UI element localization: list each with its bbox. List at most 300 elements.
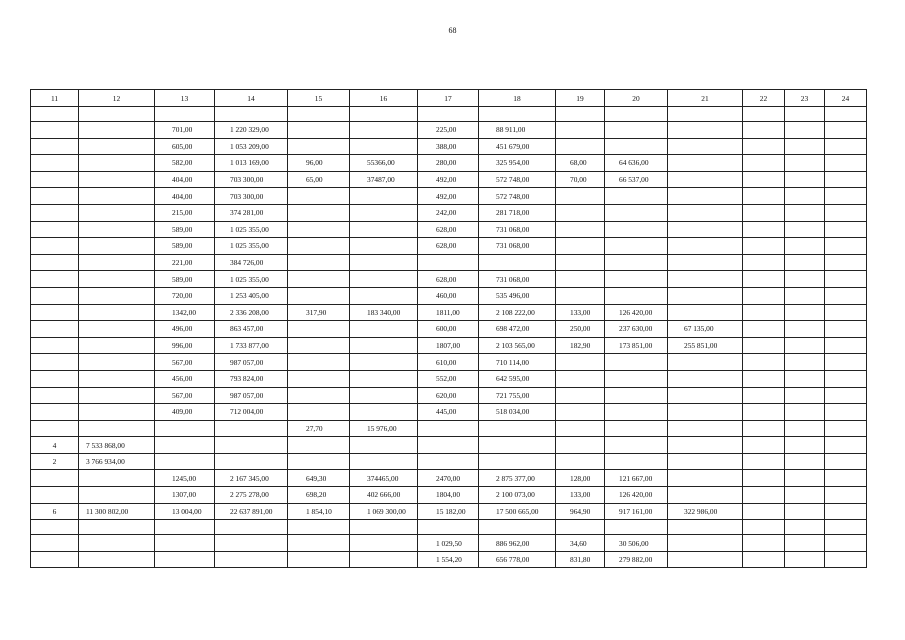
table-cell (668, 487, 743, 504)
table-cell (418, 254, 479, 271)
spacer-cell (31, 107, 79, 122)
table-cell (31, 271, 79, 288)
table-cell: 183 340,00 (350, 304, 418, 321)
table-cell (418, 420, 479, 437)
table-cell (556, 287, 605, 304)
table-cell (31, 404, 79, 421)
table-cell (668, 271, 743, 288)
table-row (31, 238, 867, 255)
spacer-cell (556, 107, 605, 122)
table-cell (79, 321, 155, 338)
table-row (31, 304, 867, 321)
table-cell: 1 069 300,00 (350, 503, 418, 520)
table-cell: 325 954,00 (479, 155, 556, 172)
table-cell (31, 238, 79, 255)
table-cell (825, 204, 867, 221)
table-cell (743, 204, 785, 221)
table-cell (350, 254, 418, 271)
table-row (31, 337, 867, 354)
table-cell (79, 337, 155, 354)
table-cell: 2 100 073,00 (479, 487, 556, 504)
table-cell: 2 103 565,00 (479, 337, 556, 354)
table-cell: 404,00 (155, 188, 215, 205)
spacer-cell (825, 520, 867, 535)
table-cell: 492,00 (418, 188, 479, 205)
table-cell: 4 (31, 437, 79, 454)
table-cell (288, 551, 350, 568)
table-cell (350, 188, 418, 205)
table-cell (556, 387, 605, 404)
table-row (31, 287, 867, 304)
table-cell (668, 122, 743, 139)
table-cell (556, 188, 605, 205)
spacer-cell (350, 107, 418, 122)
table-cell (668, 254, 743, 271)
table-cell (605, 271, 668, 288)
table-cell (288, 204, 350, 221)
table-cell: 11 300 802,00 (79, 503, 155, 520)
table-cell: 793 824,00 (215, 370, 288, 387)
table-cell (743, 470, 785, 487)
table-row (31, 138, 867, 155)
table-cell (79, 404, 155, 421)
table-cell (350, 271, 418, 288)
table-cell: 2 108 222,00 (479, 304, 556, 321)
table-cell (79, 238, 155, 255)
table-row (31, 254, 867, 271)
table-cell: 582,00 (155, 155, 215, 172)
table-row (31, 271, 867, 288)
table-cell: 451 679,00 (479, 138, 556, 155)
spacer-row (31, 520, 867, 535)
table-cell: 133,00 (556, 487, 605, 504)
table-cell (605, 354, 668, 371)
table-cell (785, 238, 825, 255)
table-cell (785, 221, 825, 238)
table-row (31, 470, 867, 487)
table-cell (785, 321, 825, 338)
table-cell (556, 271, 605, 288)
table-cell: 34,60 (556, 535, 605, 552)
column-header: 20 (605, 90, 668, 107)
table-cell: 68,00 (556, 155, 605, 172)
table-cell (785, 155, 825, 172)
table-cell (668, 370, 743, 387)
table-cell (155, 420, 215, 437)
table-row (31, 321, 867, 338)
table-cell (668, 470, 743, 487)
table-cell: 404,00 (155, 171, 215, 188)
table-cell: 610,00 (418, 354, 479, 371)
table-cell (668, 354, 743, 371)
table-cell (785, 271, 825, 288)
table-cell: 642 595,00 (479, 370, 556, 387)
spacer-cell (743, 107, 785, 122)
table-cell (288, 354, 350, 371)
table-cell (605, 453, 668, 470)
table-cell: 712 004,00 (215, 404, 288, 421)
table-row (31, 155, 867, 172)
table-cell: 1 253 405,00 (215, 287, 288, 304)
spacer-cell (155, 107, 215, 122)
table-cell: 2 875 377,00 (479, 470, 556, 487)
table-cell: 384 726,00 (215, 254, 288, 271)
table-cell (668, 204, 743, 221)
table-cell (825, 370, 867, 387)
table-cell (825, 321, 867, 338)
table-cell (79, 122, 155, 139)
table-cell (785, 188, 825, 205)
table-cell (350, 238, 418, 255)
table-cell (79, 387, 155, 404)
table-cell (825, 155, 867, 172)
table-cell: 55366,00 (350, 155, 418, 172)
table-row (31, 420, 867, 437)
table-cell (350, 370, 418, 387)
table-cell: 649,30 (288, 470, 350, 487)
table-cell (825, 287, 867, 304)
table-cell (743, 321, 785, 338)
table-cell (556, 204, 605, 221)
table-cell (31, 254, 79, 271)
table-cell (350, 404, 418, 421)
table-cell (79, 487, 155, 504)
table-cell (288, 453, 350, 470)
table-cell (743, 551, 785, 568)
table-cell: 64 636,00 (605, 155, 668, 172)
table-cell (825, 404, 867, 421)
table-cell (350, 204, 418, 221)
table-cell: 703 300,00 (215, 171, 288, 188)
table-cell (668, 453, 743, 470)
table-cell (785, 354, 825, 371)
table-cell (288, 404, 350, 421)
table-cell (668, 221, 743, 238)
table-cell (785, 487, 825, 504)
spacer-cell (350, 520, 418, 535)
table-cell (743, 138, 785, 155)
table-cell (350, 122, 418, 139)
table-cell (479, 254, 556, 271)
table-cell (288, 370, 350, 387)
table-cell (825, 254, 867, 271)
table-cell (825, 238, 867, 255)
table-cell (668, 171, 743, 188)
table-cell (31, 321, 79, 338)
table-cell (288, 254, 350, 271)
table-cell: 7 533 868,00 (79, 437, 155, 454)
table-cell (605, 238, 668, 255)
table-cell (825, 503, 867, 520)
table-cell: 65,00 (288, 171, 350, 188)
table-cell: 6 (31, 503, 79, 520)
table-cell (31, 155, 79, 172)
spacer-cell (479, 520, 556, 535)
table-cell: 1 854,10 (288, 503, 350, 520)
table-row (31, 171, 867, 188)
table-cell (288, 122, 350, 139)
table-cell (479, 437, 556, 454)
table-cell (605, 387, 668, 404)
table-cell (31, 122, 79, 139)
column-header: 24 (825, 90, 867, 107)
table-cell: 731 068,00 (479, 271, 556, 288)
column-header: 22 (743, 90, 785, 107)
table-cell (668, 437, 743, 454)
table-cell: 917 161,00 (605, 503, 668, 520)
table-cell (668, 287, 743, 304)
table-cell: 2 275 278,00 (215, 487, 288, 504)
table-cell: 2 (31, 453, 79, 470)
table-cell (350, 337, 418, 354)
table-cell (350, 551, 418, 568)
table-cell (668, 238, 743, 255)
table-cell (556, 138, 605, 155)
table-cell (79, 470, 155, 487)
table-cell (350, 287, 418, 304)
table-cell: 121 667,00 (605, 470, 668, 487)
table-cell (79, 204, 155, 221)
table-cell (350, 138, 418, 155)
table-cell: 126 420,00 (605, 304, 668, 321)
table-cell: 567,00 (155, 354, 215, 371)
table-cell (825, 487, 867, 504)
table-cell: 30 506,00 (605, 535, 668, 552)
table-cell (418, 437, 479, 454)
table-cell (605, 420, 668, 437)
table-cell: 572 748,00 (479, 188, 556, 205)
table-cell: 1245,00 (155, 470, 215, 487)
table-cell: 720,00 (155, 287, 215, 304)
spacer-cell (215, 107, 288, 122)
table-cell (556, 404, 605, 421)
table-row (31, 503, 867, 520)
table-cell: 831,80 (556, 551, 605, 568)
spacer-cell (743, 520, 785, 535)
table-cell (31, 370, 79, 387)
table-cell: 15 182,00 (418, 503, 479, 520)
spacer-cell (605, 107, 668, 122)
table-cell (668, 155, 743, 172)
table-cell: 535 496,00 (479, 287, 556, 304)
table-cell (31, 354, 79, 371)
table-cell (556, 122, 605, 139)
table-cell (743, 535, 785, 552)
table-cell (743, 304, 785, 321)
table-cell: 605,00 (155, 138, 215, 155)
table-cell (31, 287, 79, 304)
table-cell (668, 138, 743, 155)
table-cell (288, 238, 350, 255)
table-cell (825, 171, 867, 188)
table-cell (743, 287, 785, 304)
table-cell (79, 221, 155, 238)
table-row (31, 221, 867, 238)
table-cell (668, 387, 743, 404)
table-cell (31, 337, 79, 354)
table-cell (785, 420, 825, 437)
table-cell: 1 013 169,00 (215, 155, 288, 172)
table-cell: 518 034,00 (479, 404, 556, 421)
table-cell: 279 882,00 (605, 551, 668, 568)
table-cell (785, 254, 825, 271)
table-cell: 22 637 891,00 (215, 503, 288, 520)
table-cell (155, 551, 215, 568)
table-cell (743, 254, 785, 271)
table-cell: 589,00 (155, 238, 215, 255)
table-cell: 1 025 355,00 (215, 238, 288, 255)
table-cell (825, 387, 867, 404)
table-cell (479, 420, 556, 437)
table-cell (825, 535, 867, 552)
table-cell: 620,00 (418, 387, 479, 404)
table-cell: 987 057,00 (215, 354, 288, 371)
table-cell: 589,00 (155, 221, 215, 238)
table-cell (418, 453, 479, 470)
table-cell (215, 453, 288, 470)
table-cell (31, 204, 79, 221)
table-cell: 281 718,00 (479, 204, 556, 221)
table-cell (288, 321, 350, 338)
table-row (31, 404, 867, 421)
table-cell (605, 122, 668, 139)
table-cell (31, 221, 79, 238)
table-cell (215, 420, 288, 437)
table-cell (785, 503, 825, 520)
table-cell (79, 370, 155, 387)
table-cell (350, 354, 418, 371)
spacer-cell (79, 107, 155, 122)
table-cell: 13 004,00 (155, 503, 215, 520)
table-cell (785, 204, 825, 221)
table-cell: 1811,00 (418, 304, 479, 321)
spacer-cell (79, 520, 155, 535)
table-cell: 987 057,00 (215, 387, 288, 404)
table-cell (31, 420, 79, 437)
table-cell: 322 986,00 (668, 503, 743, 520)
table-cell: 886 962,00 (479, 535, 556, 552)
table-cell: 628,00 (418, 271, 479, 288)
table-cell: 567,00 (155, 387, 215, 404)
table-cell: 3 766 934,00 (79, 453, 155, 470)
table-cell: 374 281,00 (215, 204, 288, 221)
table-cell: 492,00 (418, 171, 479, 188)
table-cell (785, 470, 825, 487)
table-cell (79, 535, 155, 552)
table-cell: 656 778,00 (479, 551, 556, 568)
table-cell (785, 551, 825, 568)
table-cell (556, 453, 605, 470)
table-cell (743, 453, 785, 470)
table-row (31, 487, 867, 504)
table-cell (605, 437, 668, 454)
table-cell (668, 551, 743, 568)
table-cell (825, 551, 867, 568)
table-cell (605, 370, 668, 387)
column-header: 11 (31, 90, 79, 107)
table-cell: 70,00 (556, 171, 605, 188)
table-cell: 552,00 (418, 370, 479, 387)
table-cell: 173 851,00 (605, 337, 668, 354)
table-cell (825, 304, 867, 321)
table-cell: 67 135,00 (668, 321, 743, 338)
table-cell (556, 254, 605, 271)
table-row (31, 122, 867, 139)
table-cell: 215,00 (155, 204, 215, 221)
table-cell (825, 420, 867, 437)
table-cell: 698,20 (288, 487, 350, 504)
column-header: 17 (418, 90, 479, 107)
table-cell (79, 420, 155, 437)
table-cell (79, 254, 155, 271)
table-cell (743, 337, 785, 354)
table-cell: 237 630,00 (605, 321, 668, 338)
column-header: 15 (288, 90, 350, 107)
table-cell (556, 221, 605, 238)
table-cell: 242,00 (418, 204, 479, 221)
table-row (31, 387, 867, 404)
table-cell (743, 503, 785, 520)
table-cell (605, 204, 668, 221)
table-cell (785, 122, 825, 139)
table-cell: 572 748,00 (479, 171, 556, 188)
spacer-cell (479, 107, 556, 122)
table-cell (79, 304, 155, 321)
table-cell: 701,00 (155, 122, 215, 139)
table-cell (605, 221, 668, 238)
column-header: 14 (215, 90, 288, 107)
table-cell (31, 487, 79, 504)
table-cell: 1 053 209,00 (215, 138, 288, 155)
table-cell (79, 138, 155, 155)
table-cell (825, 337, 867, 354)
table-cell (668, 420, 743, 437)
table-cell (155, 535, 215, 552)
table-cell (215, 535, 288, 552)
table-cell: 698 472,00 (479, 321, 556, 338)
column-header: 23 (785, 90, 825, 107)
table-cell (31, 387, 79, 404)
table-cell: 374465,00 (350, 470, 418, 487)
table-cell (31, 304, 79, 321)
table-cell (743, 221, 785, 238)
table-row (31, 535, 867, 552)
table-cell (825, 138, 867, 155)
table-cell (825, 453, 867, 470)
table-cell: 128,00 (556, 470, 605, 487)
table-cell (743, 487, 785, 504)
table-cell (605, 138, 668, 155)
table-cell (31, 138, 79, 155)
table-cell (605, 287, 668, 304)
table-cell (155, 453, 215, 470)
table-cell (79, 551, 155, 568)
table-cell: 96,00 (288, 155, 350, 172)
table-cell (155, 437, 215, 454)
table-cell (743, 171, 785, 188)
table-cell: 710 114,00 (479, 354, 556, 371)
table-cell: 445,00 (418, 404, 479, 421)
table-cell: 496,00 (155, 321, 215, 338)
table-cell (785, 138, 825, 155)
table-cell: 1307,00 (155, 487, 215, 504)
table-cell (288, 188, 350, 205)
table-cell: 1342,00 (155, 304, 215, 321)
table-cell: 1 554,20 (418, 551, 479, 568)
table-cell: 317,90 (288, 304, 350, 321)
table-cell: 2 336 208,00 (215, 304, 288, 321)
table-cell: 133,00 (556, 304, 605, 321)
